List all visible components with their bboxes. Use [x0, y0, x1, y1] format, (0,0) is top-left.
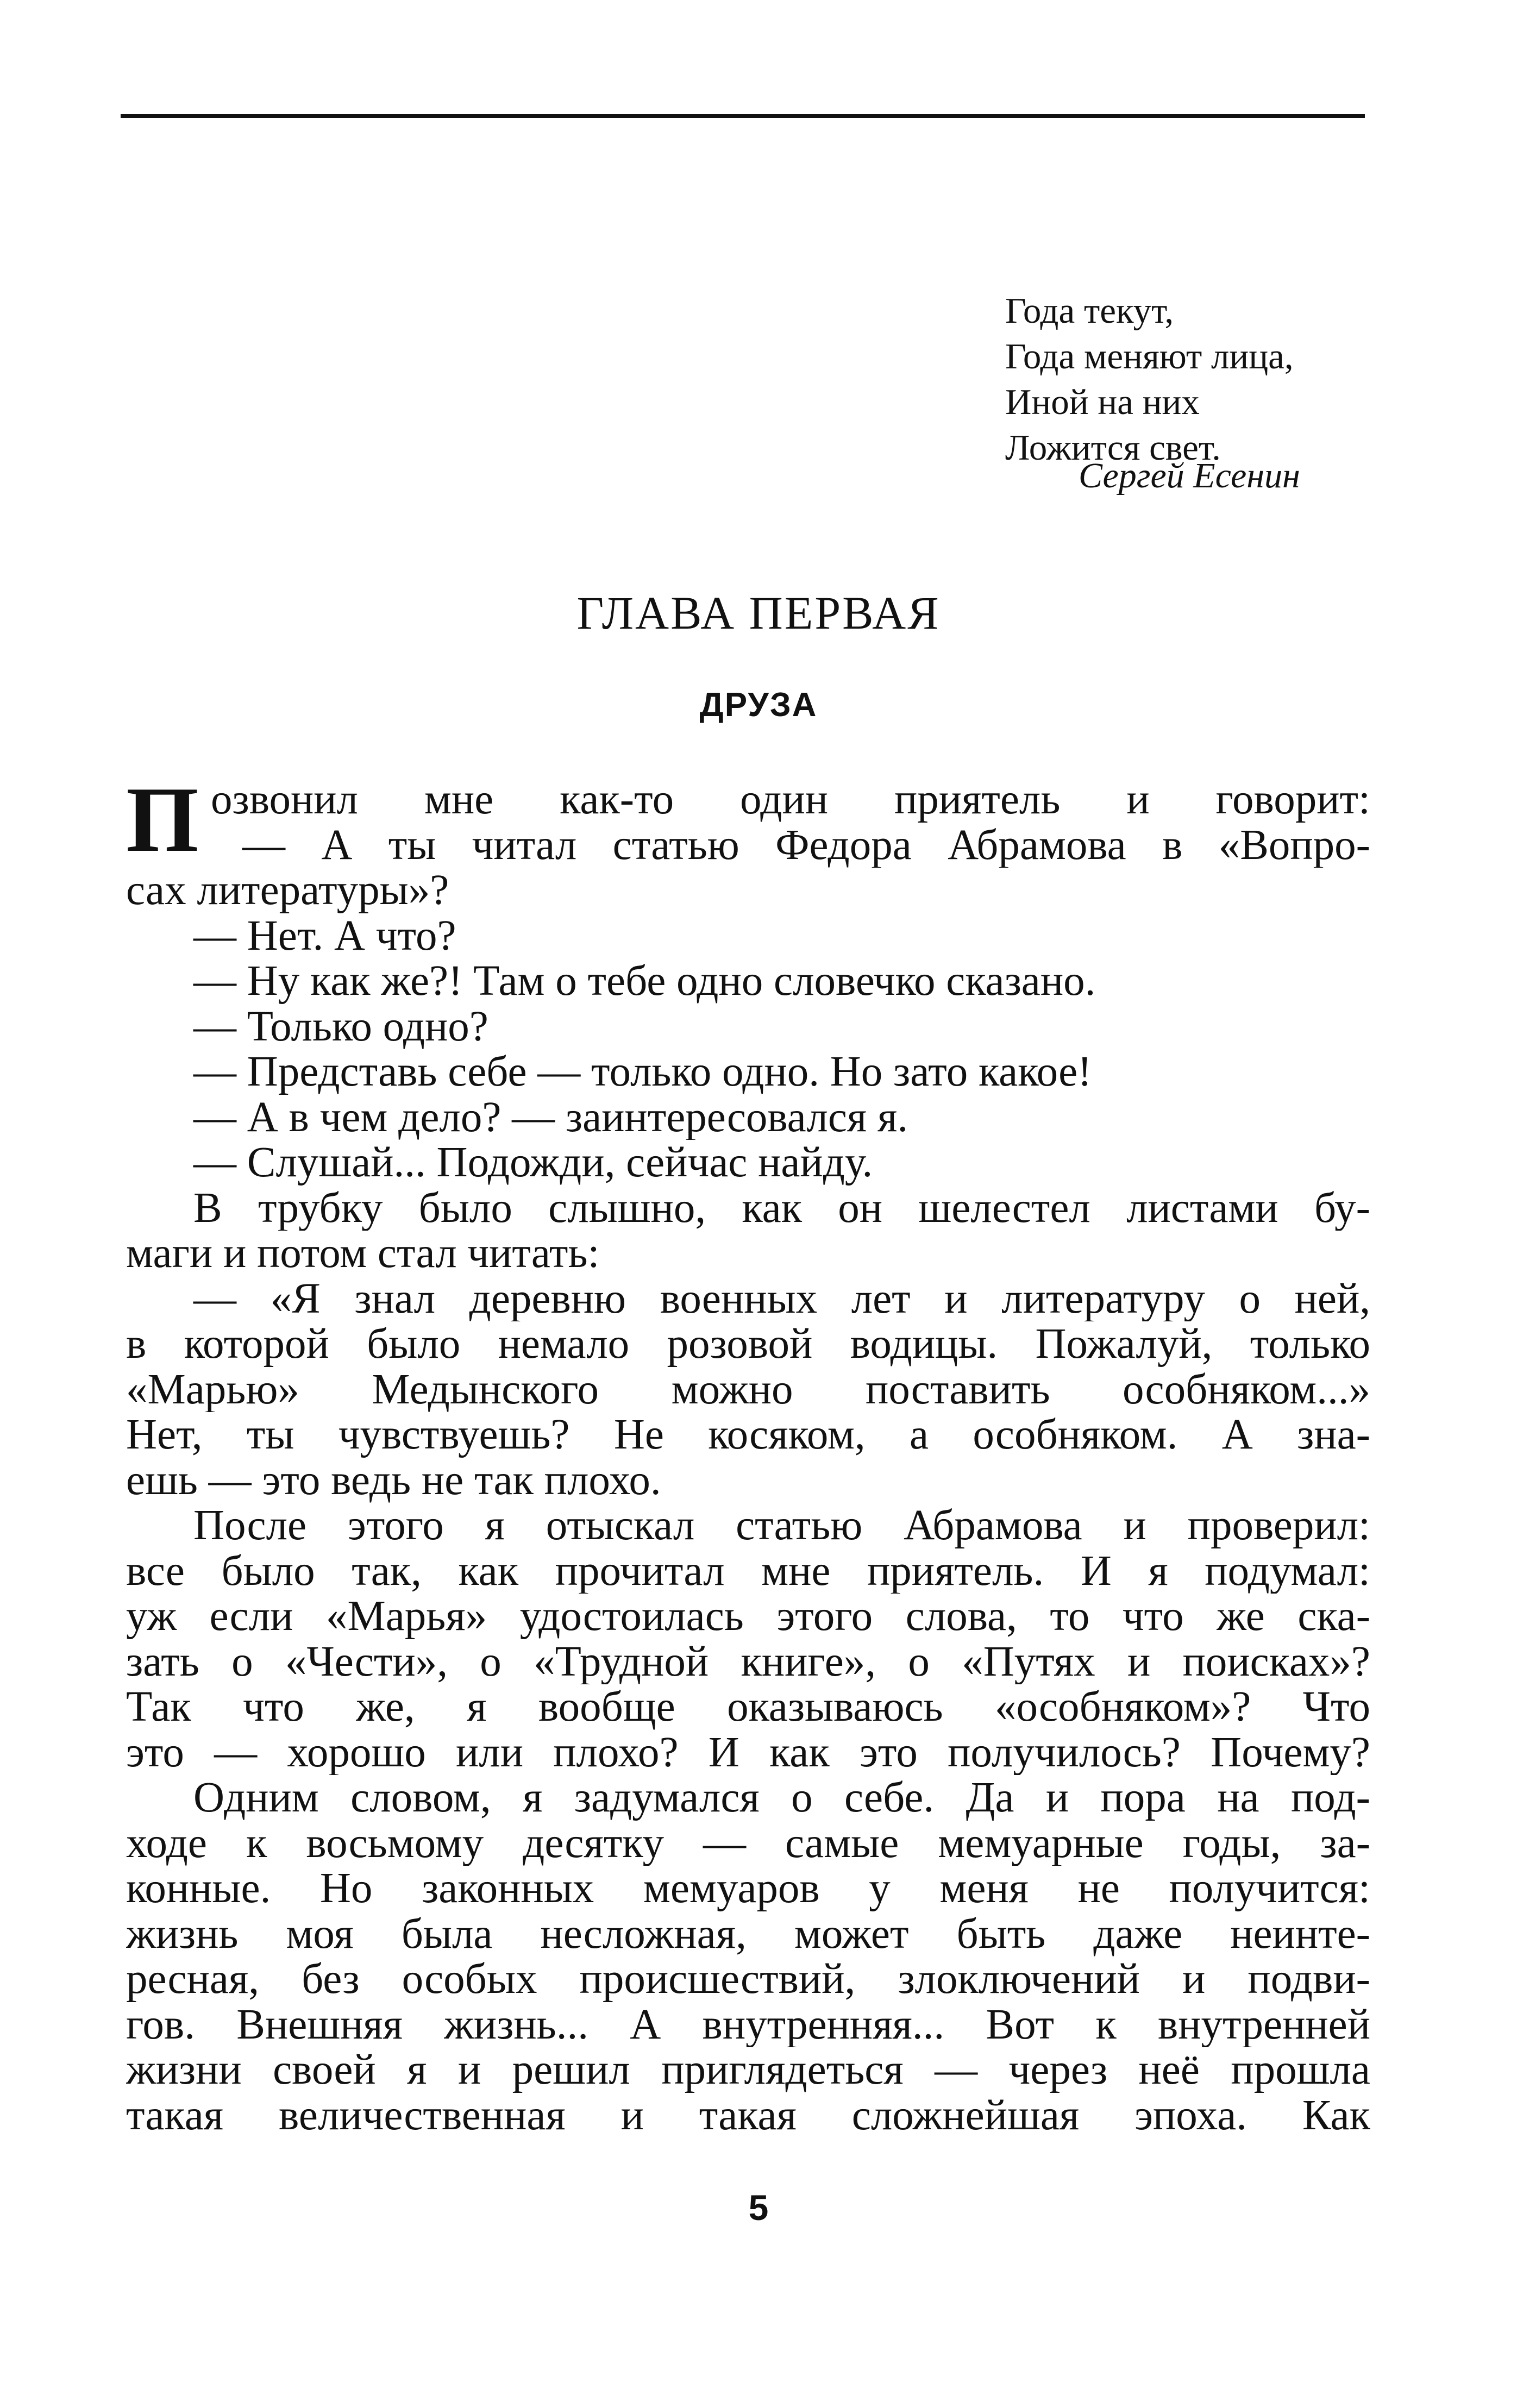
- text-line: все было так, как прочитал мне приятель. И я подумал:: [126, 1548, 1370, 1594]
- text-line: — Представь себе — только одно. Но зато какое!: [193, 1049, 1092, 1095]
- text-line: После этого я отыскал статью Абрамова и проверил:: [193, 1503, 1370, 1548]
- text-line: жизни своей я и решил приглядеться — через неё прошла: [126, 2047, 1370, 2093]
- text-line: сах литературы»?: [126, 868, 449, 913]
- text-line: это — хорошо или плохо? И как это получилось? Почему?: [126, 1729, 1370, 1775]
- text-line: Нет, ты чувствуешь? Не косяком, а особняком. А зна-: [126, 1412, 1370, 1458]
- text-line: в которой было немало розовой водицы. Пожалуй, только: [126, 1321, 1370, 1367]
- chapter-subtitle: ДРУЗА: [699, 686, 818, 724]
- epigraph-line: Ложится свет.: [1005, 428, 1221, 468]
- text-line: В трубку было слышно, как он шелестел листами бу-: [193, 1185, 1370, 1231]
- epigraph-author: Сергей Есенин: [1079, 456, 1300, 496]
- text-line: — А ты читал статью Федора Абрамова в «Вопро-: [242, 822, 1370, 868]
- drop-cap: П: [126, 768, 199, 871]
- text-line: — Только одно?: [193, 1004, 488, 1049]
- text-line: маги и потом стал читать:: [126, 1231, 600, 1276]
- page-number: 5: [748, 2187, 769, 2228]
- text-line: — Слушай... Подожди, сейчас найду.: [193, 1140, 873, 1186]
- text-line: ходе к восьмому десятку — самые мемуарные годы, за-: [126, 1820, 1370, 1866]
- top-rule: [121, 114, 1365, 118]
- body-text: [126, 768, 1370, 2138]
- text-line: Одним словом, я задумался о себе. Да и пора на под-: [193, 1775, 1370, 1821]
- text-line: ресная, без особых происшествий, злоключений и подви-: [126, 1956, 1370, 2002]
- text-line: конные. Но законных мемуаров у меня не получится:: [126, 1866, 1370, 1911]
- text-line: уж если «Марья» удостоилась этого слова, то что же ска-: [126, 1594, 1370, 1639]
- text-line: зать о «Чести», о «Трудной книге», о «Путях и поисках»?: [126, 1639, 1370, 1684]
- text-line: гов. Внешняя жизнь... А внутренняя... Вот к внутренней: [126, 2002, 1370, 2047]
- text-line: жизнь моя была несложная, может быть даже неинте-: [126, 1911, 1370, 1956]
- epigraph-line: Года текут,: [1005, 291, 1174, 331]
- chapter-title: ГЛАВА ПЕРВАЯ: [576, 587, 941, 639]
- text-line: такая величественная и такая сложнейшая эпоха. Как: [126, 2092, 1370, 2138]
- epigraph-line: Года меняют лица,: [1005, 336, 1294, 377]
- epigraph: [1005, 288, 1396, 471]
- epigraph-line: Иной на них: [1005, 382, 1200, 422]
- text-line: — «Я знал деревню военных лет и литературу о ней,: [193, 1276, 1370, 1321]
- text-line: — Нет. А что?: [193, 913, 456, 958]
- text-line: Так что же, я вообще оказываюсь «особняком»? Что: [126, 1684, 1370, 1730]
- text-line: «Марью» Медынского можно поставить особняком...»: [126, 1366, 1370, 1412]
- text-line: озвонил мне как-то один приятель и говорит:: [211, 777, 1370, 823]
- text-line: — А в чем дело? — заинтересовался я.: [193, 1094, 908, 1140]
- text-line: ешь — это ведь не так плохо.: [126, 1457, 661, 1503]
- text-line: — Ну как же?! Там о тебе одно словечко сказано.: [193, 958, 1096, 1004]
